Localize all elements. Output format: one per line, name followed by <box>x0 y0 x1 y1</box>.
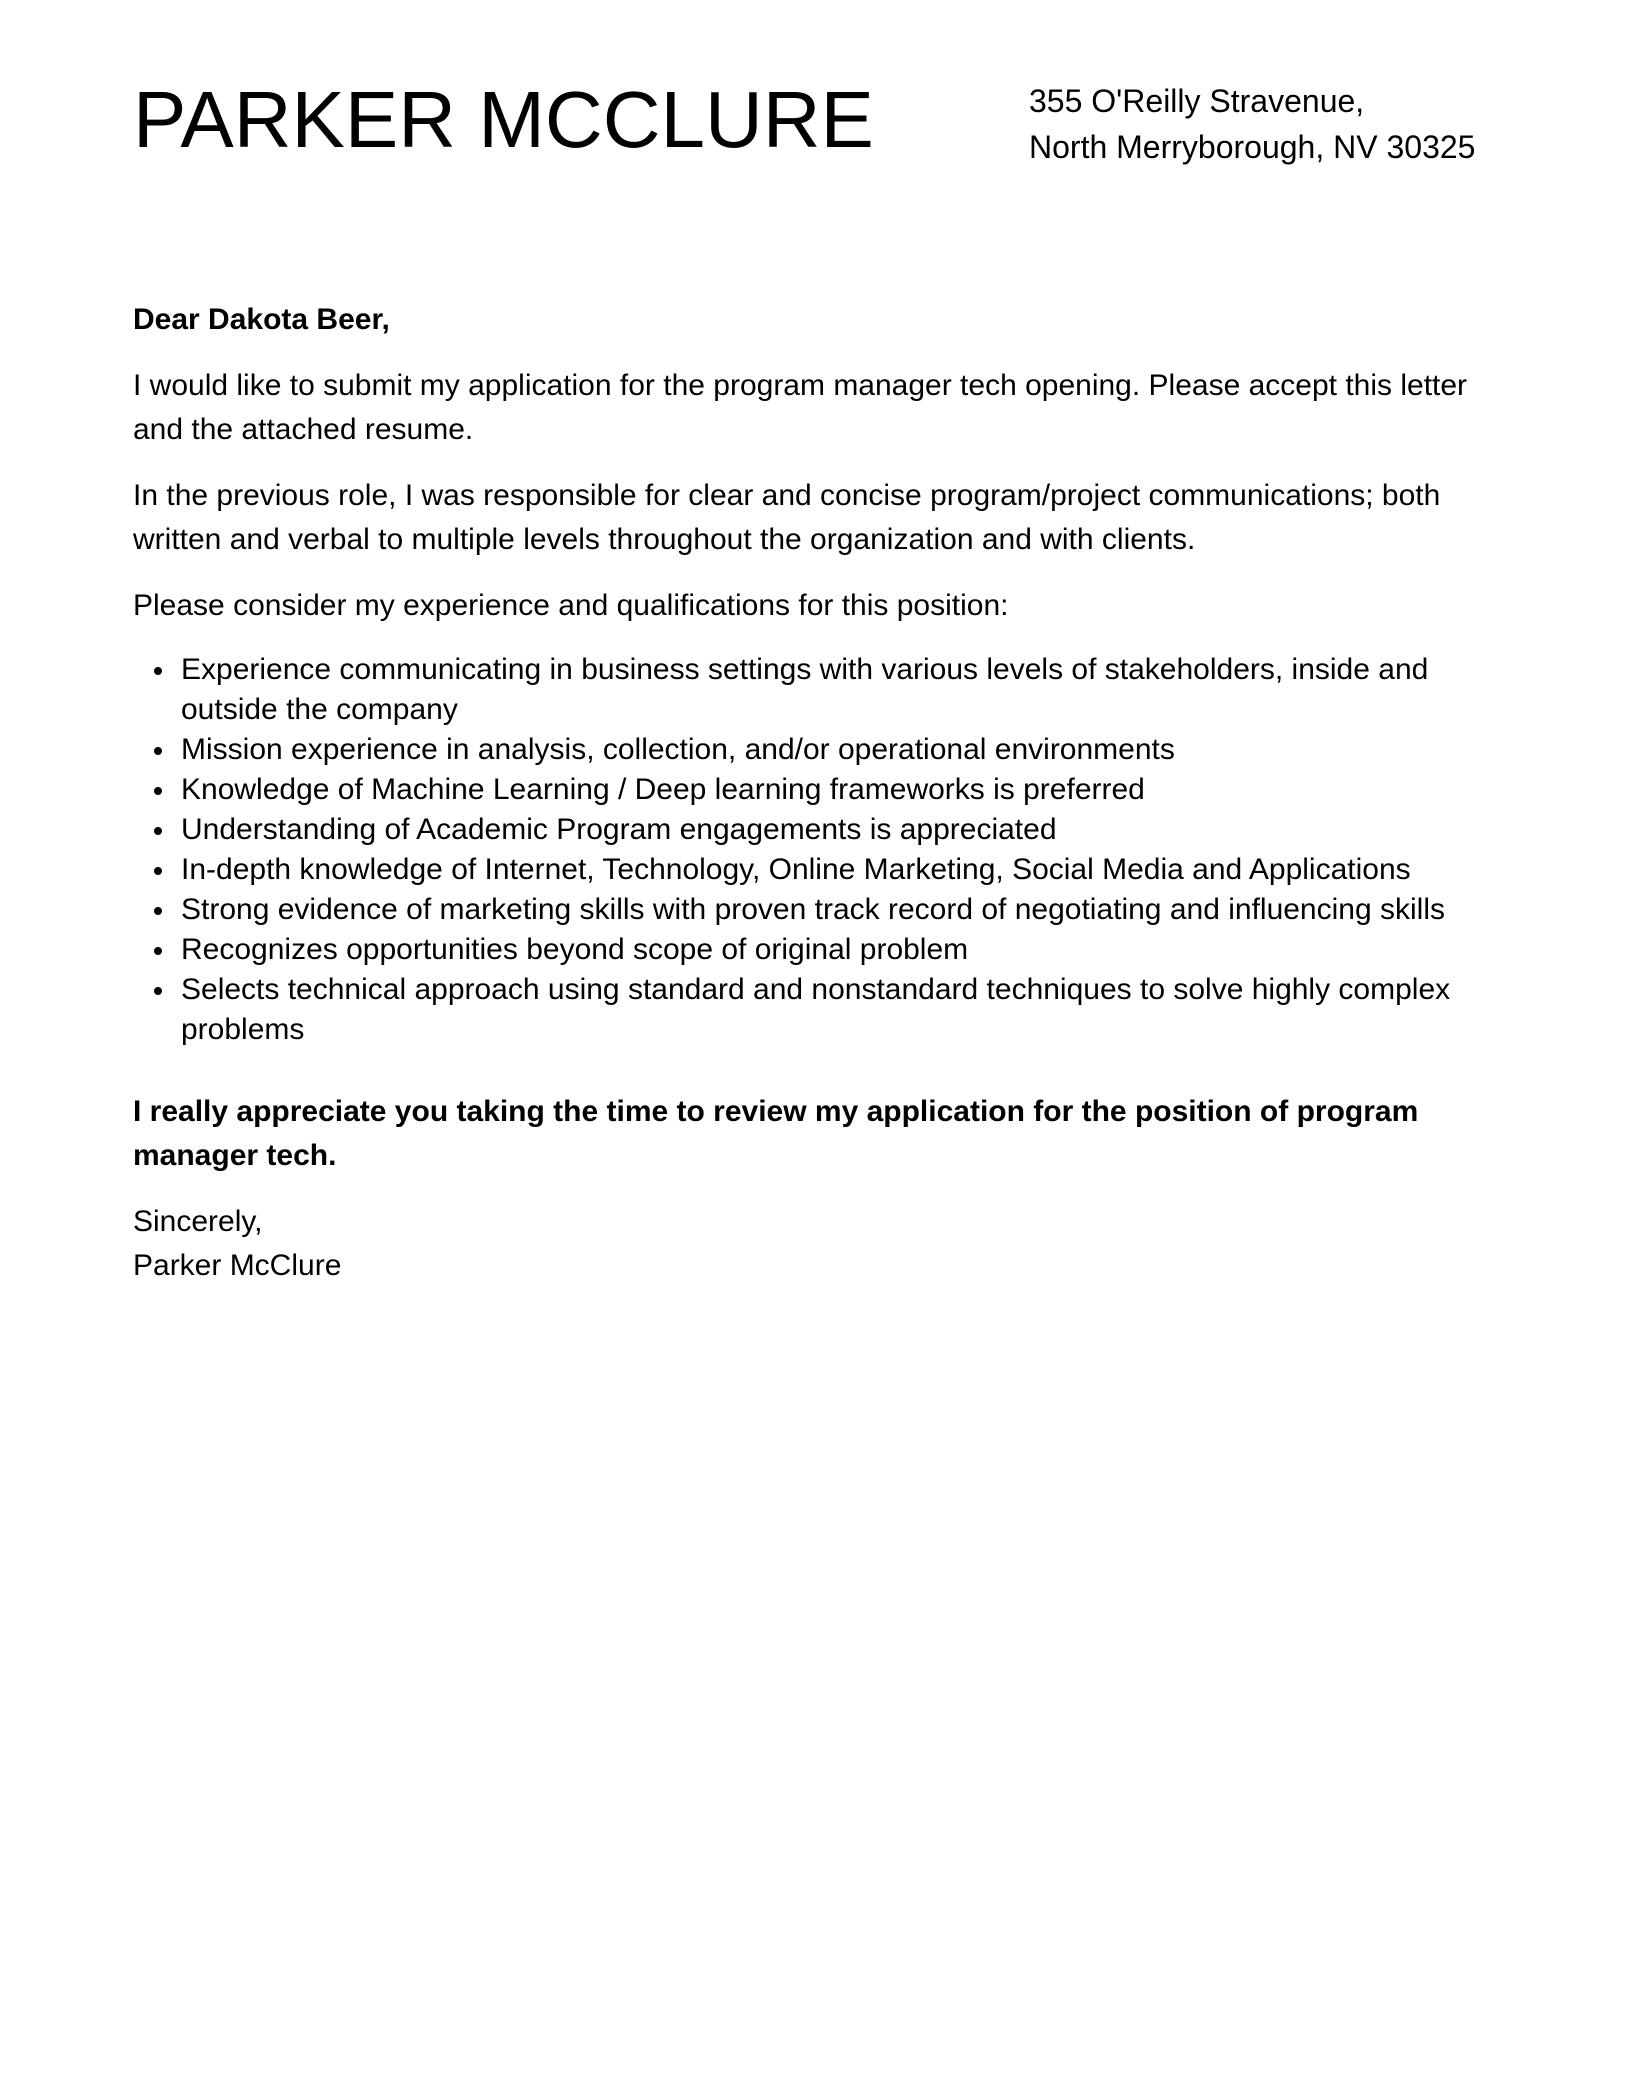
closing-statement: I really appreciate you taking the time to review my application for the position of program manager tech. <box>133 1095 1419 1172</box>
applicant-address <box>1029 78 1475 170</box>
applicant-name: PARKER MCCLURE <box>133 75 874 164</box>
qualifications-intro: Please consider my experience and qualifications for this position: <box>133 589 1009 622</box>
list-item: In-depth knowledge of Internet, Technology, Online Marketing, Social Media and Applications <box>181 850 1499 890</box>
address-line-1: 355 O'Reilly Stravenue, <box>1029 83 1365 119</box>
list-item: Mission experience in analysis, collection, and/or operational environments <box>181 730 1499 770</box>
qualifications-list <box>133 650 1499 1050</box>
list-item: Experience communicating in business settings with various levels of stakeholders, inside and outside the company <box>181 650 1499 730</box>
list-item: Selects technical approach using standard and nonstandard techniques to solve highly complex problems <box>181 970 1499 1050</box>
salutation: Dear Dakota Beer, <box>133 303 390 336</box>
signoff: Sincerely, <box>133 1205 263 1238</box>
signoff-block <box>133 1200 1499 1288</box>
list-item: Strong evidence of marketing skills with proven track record of negotiating and influencing skills <box>181 890 1499 930</box>
signature-name: Parker McClure <box>133 1249 342 1282</box>
address-line-2: North Merryborough, NV 30325 <box>1029 129 1476 165</box>
list-item: Understanding of Academic Program engagements is appreciated <box>181 810 1499 850</box>
intro-paragraph: I would like to submit my application for the program manager tech opening. Please accept this letter and the attached resume. <box>133 369 1468 446</box>
experience-paragraph: In the previous role, I was responsible for clear and concise program/project communications; both written and verbal to multiple levels throughout the organization and with clients. <box>133 479 1441 556</box>
list-item: Recognizes opportunities beyond scope of original problem <box>181 930 1499 970</box>
letter-body <box>133 298 1499 1288</box>
list-item: Knowledge of Machine Learning / Deep learning frameworks is preferred <box>181 770 1499 810</box>
letter-header <box>133 72 1499 192</box>
